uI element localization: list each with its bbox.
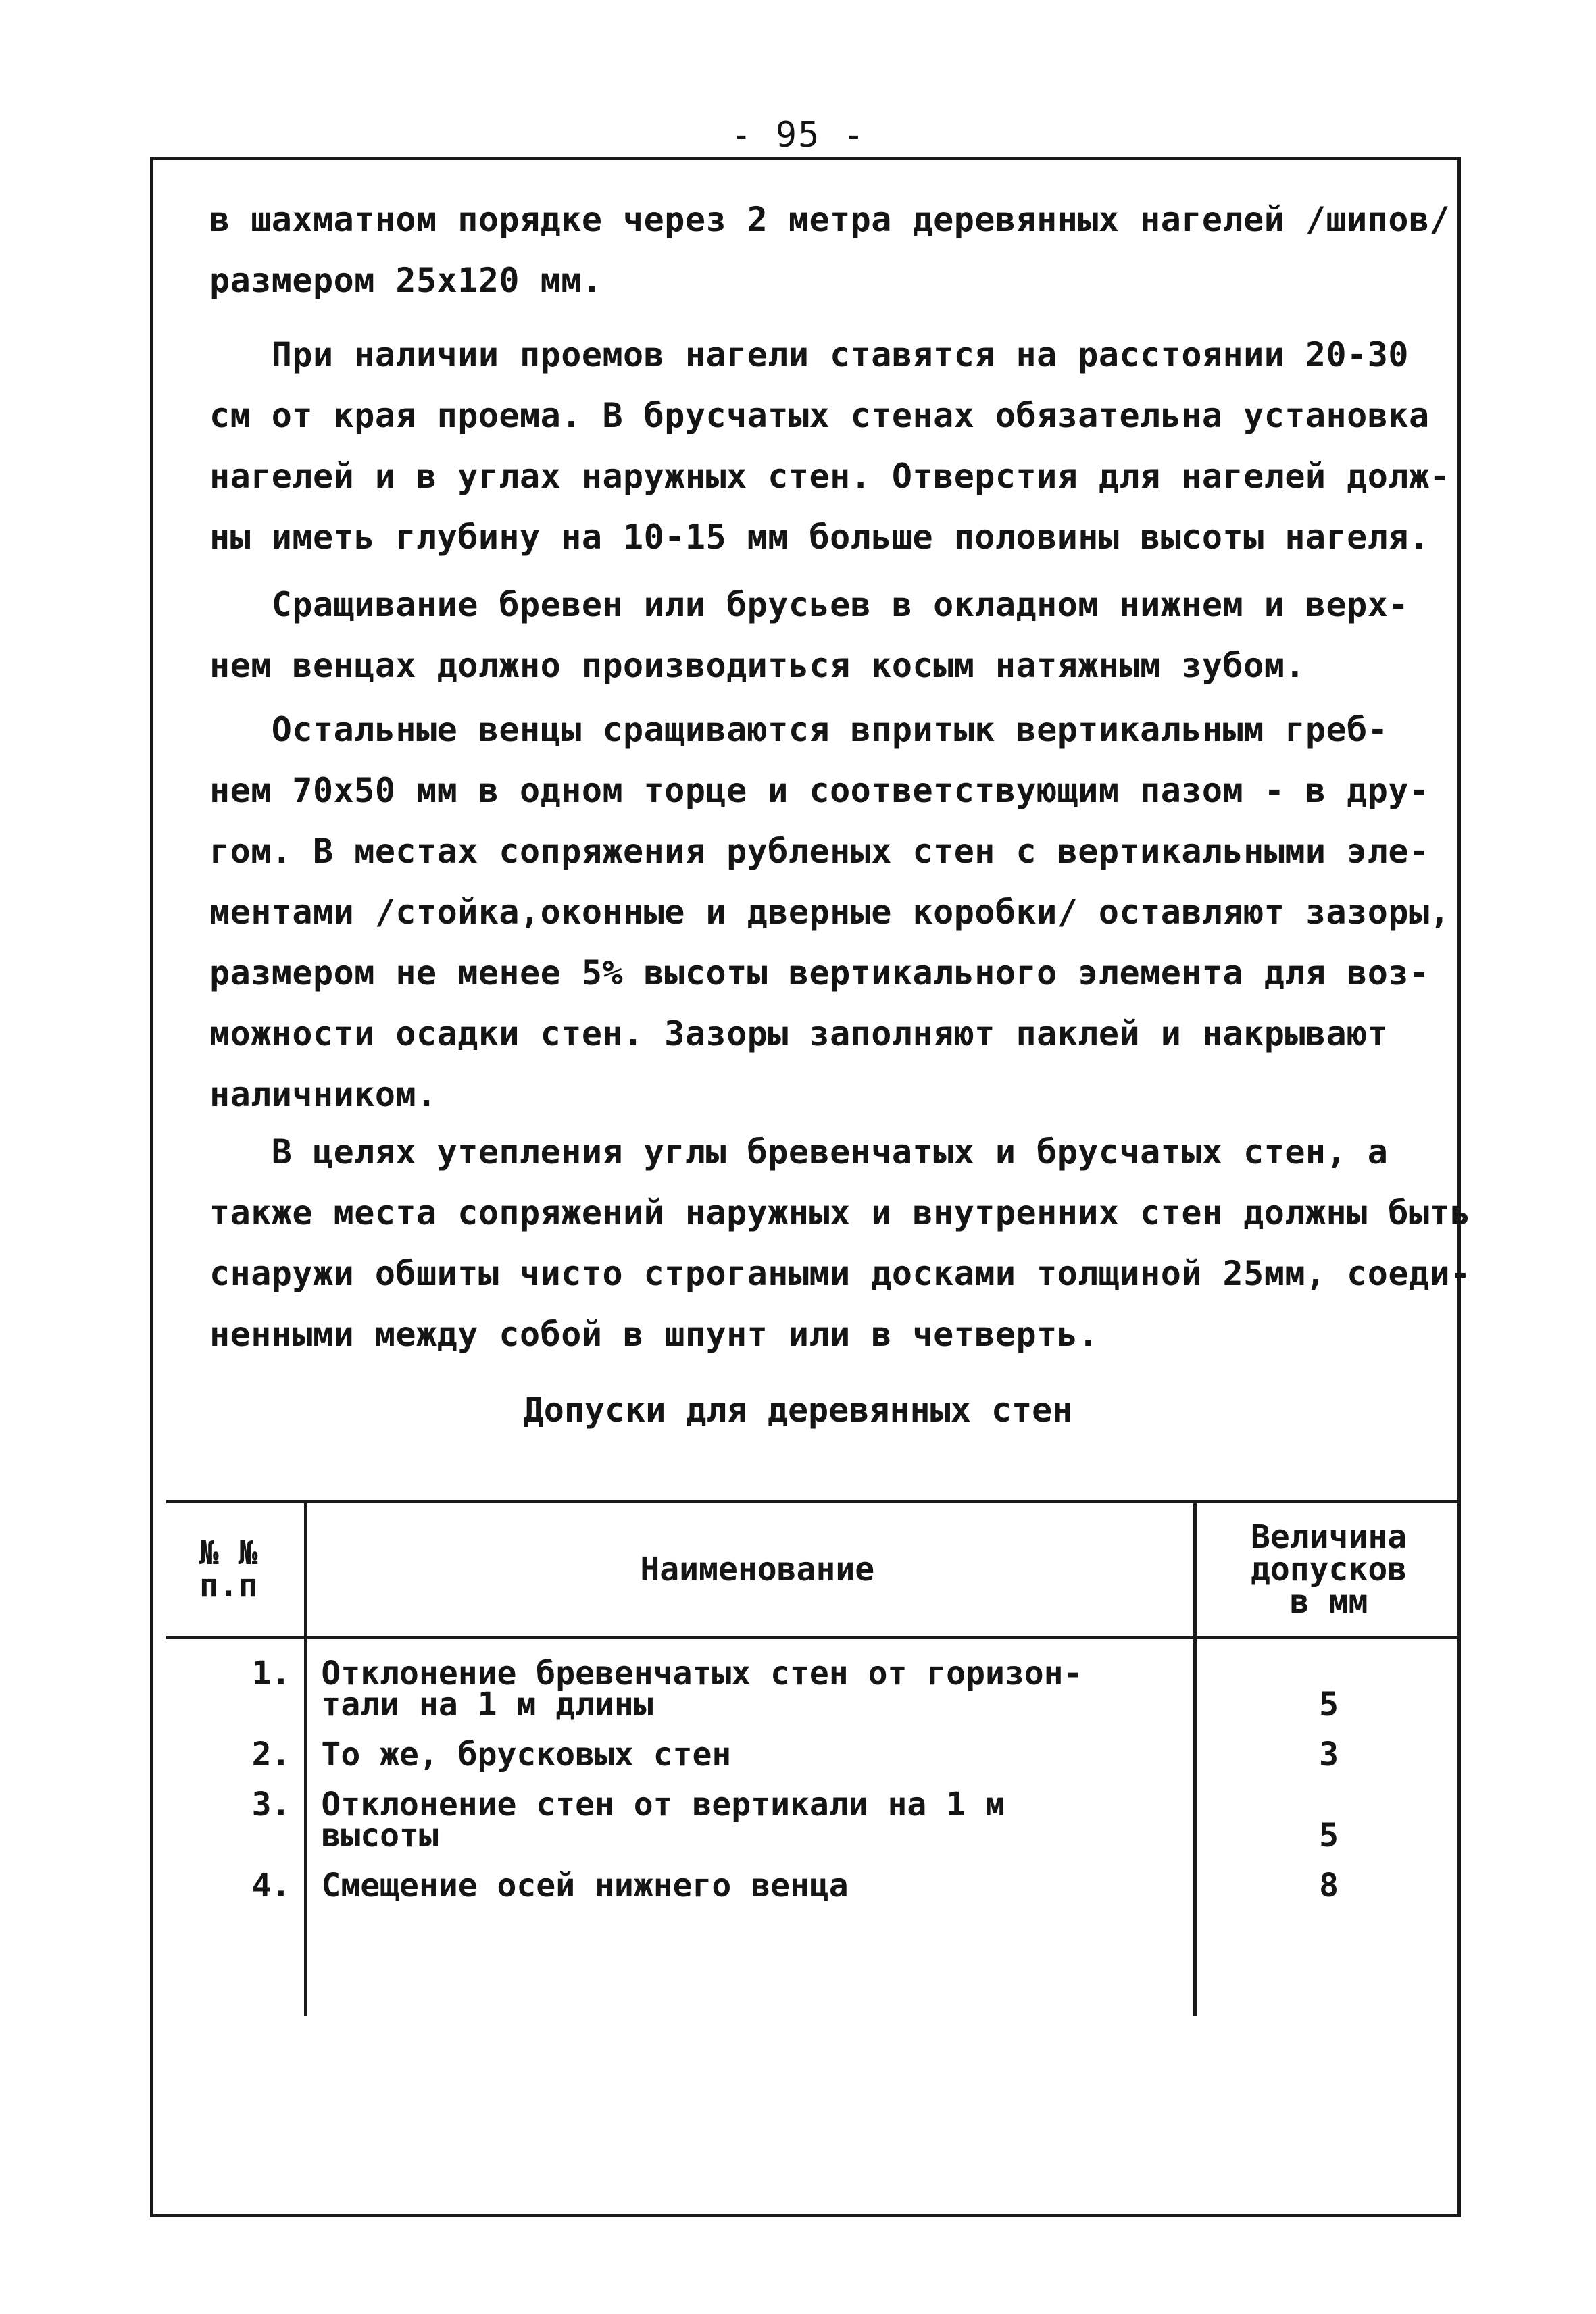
table-row — [166, 1638, 1461, 1721]
filler-cell — [1195, 1901, 1461, 2016]
table-row — [166, 1770, 1461, 1851]
header-name: Наименование — [306, 1502, 1195, 1638]
filler-cell — [166, 1901, 306, 2016]
paragraph-3: Сращивание бревен или брусьев в окладном нижнем и верх- нем венцах должно производиться косым натяжным зубом. — [209, 585, 1409, 685]
filler-cell — [306, 1901, 1195, 2016]
row-name: То же, брусковых стен — [306, 1720, 1195, 1770]
paragraph-2: При наличии проемов нагели ставятся на расстоянии 20-30 см от края проема. В брусчатых стенах обязательна установка нагелей и в углах наружных стен. Отверстия для нагелей долж- ны иметь глубину на 10-15 мм больше половины высоты нагеля. — [209, 335, 1451, 557]
table-filler-row — [166, 1901, 1461, 2016]
paragraph-1: в шахматном порядке через 2 метра деревянных нагелей /шипов/ размером 25x120 мм. — [209, 200, 1451, 300]
row-value: 5 — [1319, 1817, 1339, 1855]
header-value: Величина допусков в мм — [1195, 1502, 1461, 1638]
paragraph-4: Остальные венцы сращиваются впритык вертикальным греб- нем 70x50 мм в одном торце и соответствующим пазом - в дру- гом. В местах сопряжения рубленых стен с вертикальными эле- ментами /стойка,оконные и дверные коробки/ оставляют зазоры, размером не менее 5% высоты вертикального элемента для воз- можности осадки стен. Зазоры заполняют паклей и накрывают наличником. — [209, 710, 1451, 1114]
row-name: Отклонение стен от вертикали на 1 м высоты — [306, 1770, 1195, 1851]
row-value: 8 — [1319, 1867, 1339, 1905]
row-name: Смещение осей нижнего венца — [306, 1851, 1195, 1901]
row-number: 1. — [166, 1638, 306, 1721]
table-header-row — [166, 1502, 1461, 1638]
row-number: 2. — [166, 1720, 306, 1770]
tolerances-table — [166, 1500, 1461, 2016]
paragraph-5: В целях утепления углы бревенчатых и брусчатых стен, а также места сопряжений наружных и внутренних стен должны быть снаружи обшиты чисто строгаными досками толщиной 25мм, соеди- ненными между собой в шпунт или в четверть. — [209, 1132, 1471, 1354]
page-number: - 95 - — [730, 115, 866, 155]
row-number: 3. — [166, 1770, 306, 1851]
table-row — [166, 1720, 1461, 1770]
header-number: № № п.п — [166, 1502, 306, 1638]
row-value: 3 — [1319, 1736, 1339, 1774]
row-number: 4. — [166, 1851, 306, 1901]
row-name: Отклонение бревенчатых стен от горизон- тали на 1 м длины — [306, 1638, 1195, 1721]
row-value: 5 — [1319, 1686, 1339, 1724]
table-row — [166, 1851, 1461, 1901]
table-title: Допуски для деревянных стен — [523, 1390, 1073, 1430]
